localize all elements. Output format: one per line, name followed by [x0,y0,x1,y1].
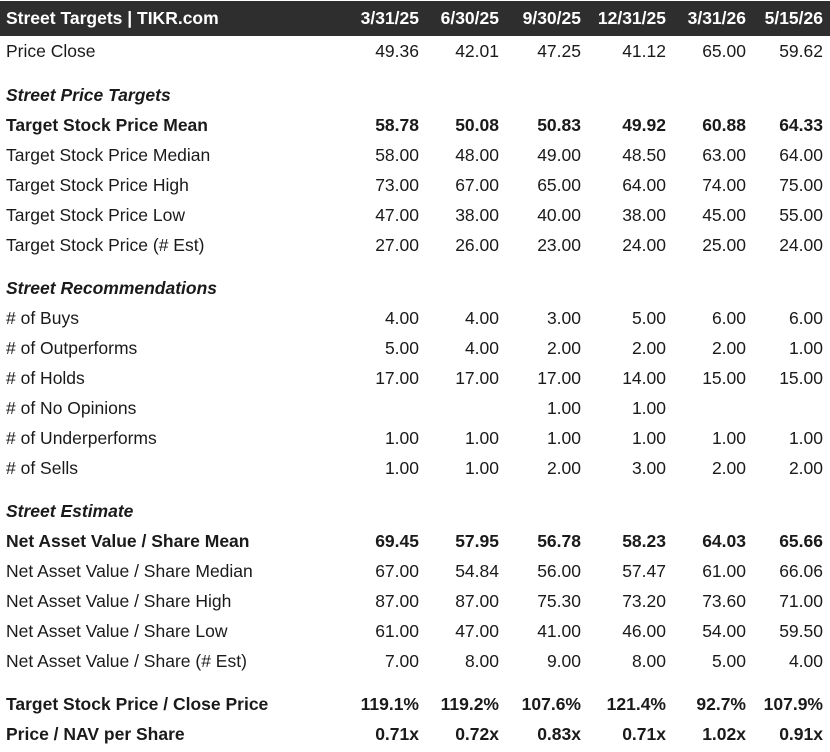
table-cell: 58.78 [375,114,419,135]
table-cell: 75.00 [779,174,823,195]
table-cell: 49.00 [537,144,581,165]
table-cell: 15.00 [779,367,823,388]
table-cell: 1.02x [702,723,746,744]
table-cell: 69.45 [375,530,419,551]
section-header [0,496,830,526]
table-cell: 25.00 [702,234,746,255]
table-cell: 87.00 [375,590,419,611]
row-label: Target Stock Price High [6,174,189,195]
table-cell: 67.00 [455,174,499,195]
table-cell: 60.88 [702,114,746,135]
row-label: Target Stock Price Low [6,204,185,225]
table-cell: 17.00 [455,367,499,388]
table-cell: 1.00 [464,457,499,478]
table-cell: 23.00 [537,234,581,255]
table-row [0,200,830,230]
table-row [0,333,830,363]
table-cell: 3.00 [546,307,581,328]
table-row [0,423,830,453]
column-header: 12/31/25 [597,8,666,28]
table-cell: 0.71x [375,723,419,744]
table-row [0,230,830,260]
table-cell: 6.00 [788,307,823,328]
table-cell: 119.2% [440,693,499,714]
table-cell: 24.00 [622,234,666,255]
table-cell: 17.00 [375,367,419,388]
table-cell: 1.00 [631,427,666,448]
table-cell: 119.1% [360,693,419,714]
table-cell: 46.00 [622,620,666,641]
table-cell: 64.00 [779,144,823,165]
table-cell: 17.00 [537,367,581,388]
table-cell: 1.00 [464,427,499,448]
table-row [0,453,830,483]
table-cell: 58.00 [375,144,419,165]
table-row [0,110,830,140]
table-cell: 24.00 [779,234,823,255]
table-cell: 4.00 [788,650,823,671]
table-cell: 107.6% [521,693,581,714]
table-cell: 121.4% [606,693,666,714]
row-label: Net Asset Value / Share (# Est) [6,650,247,671]
table-cell: 4.00 [464,337,499,358]
table-cell: 2.00 [788,457,823,478]
table-cell: 5.00 [711,650,746,671]
table-cell: 1.00 [788,427,823,448]
section-title: Street Recommendations [6,277,218,298]
table-cell: 1.00 [631,397,666,418]
row-label: # of Buys [6,307,79,328]
table-cell: 64.33 [779,114,823,135]
table-cell: 5.00 [631,307,666,328]
table-row [0,646,830,676]
table-cell: 48.00 [455,144,499,165]
table-cell: 59.62 [779,40,823,61]
table-row [0,363,830,393]
column-header: 3/31/26 [687,8,746,28]
table-cell: 73.20 [622,590,666,611]
table-cell: 74.00 [702,174,746,195]
table-cell: 49.92 [622,114,666,135]
table-cell: 26.00 [455,234,499,255]
table-cell: 41.00 [537,620,581,641]
table-cell: 1.00 [546,427,581,448]
table-cell: 58.23 [622,530,666,551]
table-cell: 71.00 [779,590,823,611]
table-title: Street Targets | TIKR.com [6,8,219,28]
table-cell: 73.00 [375,174,419,195]
row-label: Target Stock Price Mean [6,114,208,135]
row-label: Target Stock Price Median [6,144,211,165]
table-cell: 65.00 [702,40,746,61]
table-cell: 15.00 [702,367,746,388]
row-label: # of Sells [6,457,78,478]
table-cell: 1.00 [711,427,746,448]
table-cell: 40.00 [537,204,581,225]
table-cell: 54.00 [702,620,746,641]
table-cell: 9.00 [546,650,581,671]
table-cell: 59.50 [779,620,823,641]
table-row [0,140,830,170]
section-header [0,273,830,303]
table-cell: 61.00 [375,620,419,641]
table-cell: 45.00 [702,204,746,225]
table-cell: 0.91x [779,723,823,744]
table-cell: 1.00 [384,427,419,448]
table-cell: 47.25 [537,40,581,61]
table-row [0,526,830,556]
row-label: Target Stock Price (# Est) [6,234,205,255]
table-cell: 56.00 [537,560,581,581]
table-cell: 61.00 [702,560,746,581]
row-label: Net Asset Value / Share Low [6,620,228,641]
row-label: Price / NAV per Share [6,723,185,744]
table-cell: 38.00 [622,204,666,225]
table-cell: 66.06 [779,560,823,581]
row-label: # of No Opinions [6,397,137,418]
table-cell: 2.00 [711,457,746,478]
table-cell: 47.00 [455,620,499,641]
table-row [0,556,830,586]
table-cell: 1.00 [384,457,419,478]
table-cell: 3.00 [631,457,666,478]
row-label: # of Underperforms [6,427,157,448]
table-cell: 65.66 [779,530,823,551]
table-cell: 107.9% [763,693,823,714]
table-cell: 56.78 [537,530,581,551]
table-cell: 5.00 [384,337,419,358]
row-label: Net Asset Value / Share High [6,590,232,611]
table-cell: 0.71x [622,723,666,744]
table-cell: 1.00 [788,337,823,358]
table-cell: 0.83x [537,723,581,744]
table-cell: 63.00 [702,144,746,165]
table-cell: 27.00 [375,234,419,255]
table-cell: 0.72x [455,723,499,744]
table-cell: 2.00 [631,337,666,358]
table-cell: 41.12 [622,40,666,61]
section-title: Street Price Targets [6,84,171,105]
table-cell: 87.00 [455,590,499,611]
section-header [0,80,830,110]
table-cell: 7.00 [384,650,419,671]
table-cell: 4.00 [384,307,419,328]
table-cell: 75.30 [537,590,581,611]
row-label: Net Asset Value / Share Median [6,560,253,581]
table-cell: 8.00 [464,650,499,671]
row-label: # of Holds [6,367,85,388]
table-cell: 2.00 [711,337,746,358]
table-cell: 65.00 [537,174,581,195]
table-cell: 64.00 [622,174,666,195]
table-row [0,719,830,749]
table-cell: 64.03 [702,530,746,551]
table-cell: 14.00 [622,367,666,388]
table-cell: 92.7% [696,693,746,714]
table-cell: 38.00 [455,204,499,225]
table-row [0,689,830,719]
table-cell: 55.00 [779,204,823,225]
table-cell: 57.47 [622,560,666,581]
table-row [0,36,830,66]
table-cell: 42.01 [455,40,499,61]
table-row [0,393,830,423]
table-cell: 2.00 [546,337,581,358]
table-cell: 73.60 [702,590,746,611]
table-cell: 50.83 [537,114,581,135]
table-cell: 8.00 [631,650,666,671]
column-header: 3/31/25 [360,8,419,28]
table-cell: 6.00 [711,307,746,328]
table-cell: 4.00 [464,307,499,328]
table-header [0,1,830,36]
section-title: Street Estimate [6,500,134,521]
table-cell: 49.36 [375,40,419,61]
row-label: Net Asset Value / Share Mean [6,530,250,551]
row-label: Target Stock Price / Close Price [6,693,269,714]
table-cell: 1.00 [546,397,581,418]
table-cell: 67.00 [375,560,419,581]
table-cell: 48.50 [622,144,666,165]
table-row [0,303,830,333]
table-row [0,616,830,646]
column-header: 6/30/25 [440,8,499,28]
table-row [0,586,830,616]
table-cell: 57.95 [455,530,499,551]
table-cell: 2.00 [546,457,581,478]
table-cell: 47.00 [375,204,419,225]
column-header: 5/15/26 [764,8,823,28]
column-header: 9/30/25 [522,8,581,28]
row-label: Price Close [6,40,96,61]
row-label: # of Outperforms [6,337,138,358]
table-cell: 50.08 [455,114,499,135]
table-row [0,170,830,200]
table-cell: 54.84 [455,560,499,581]
